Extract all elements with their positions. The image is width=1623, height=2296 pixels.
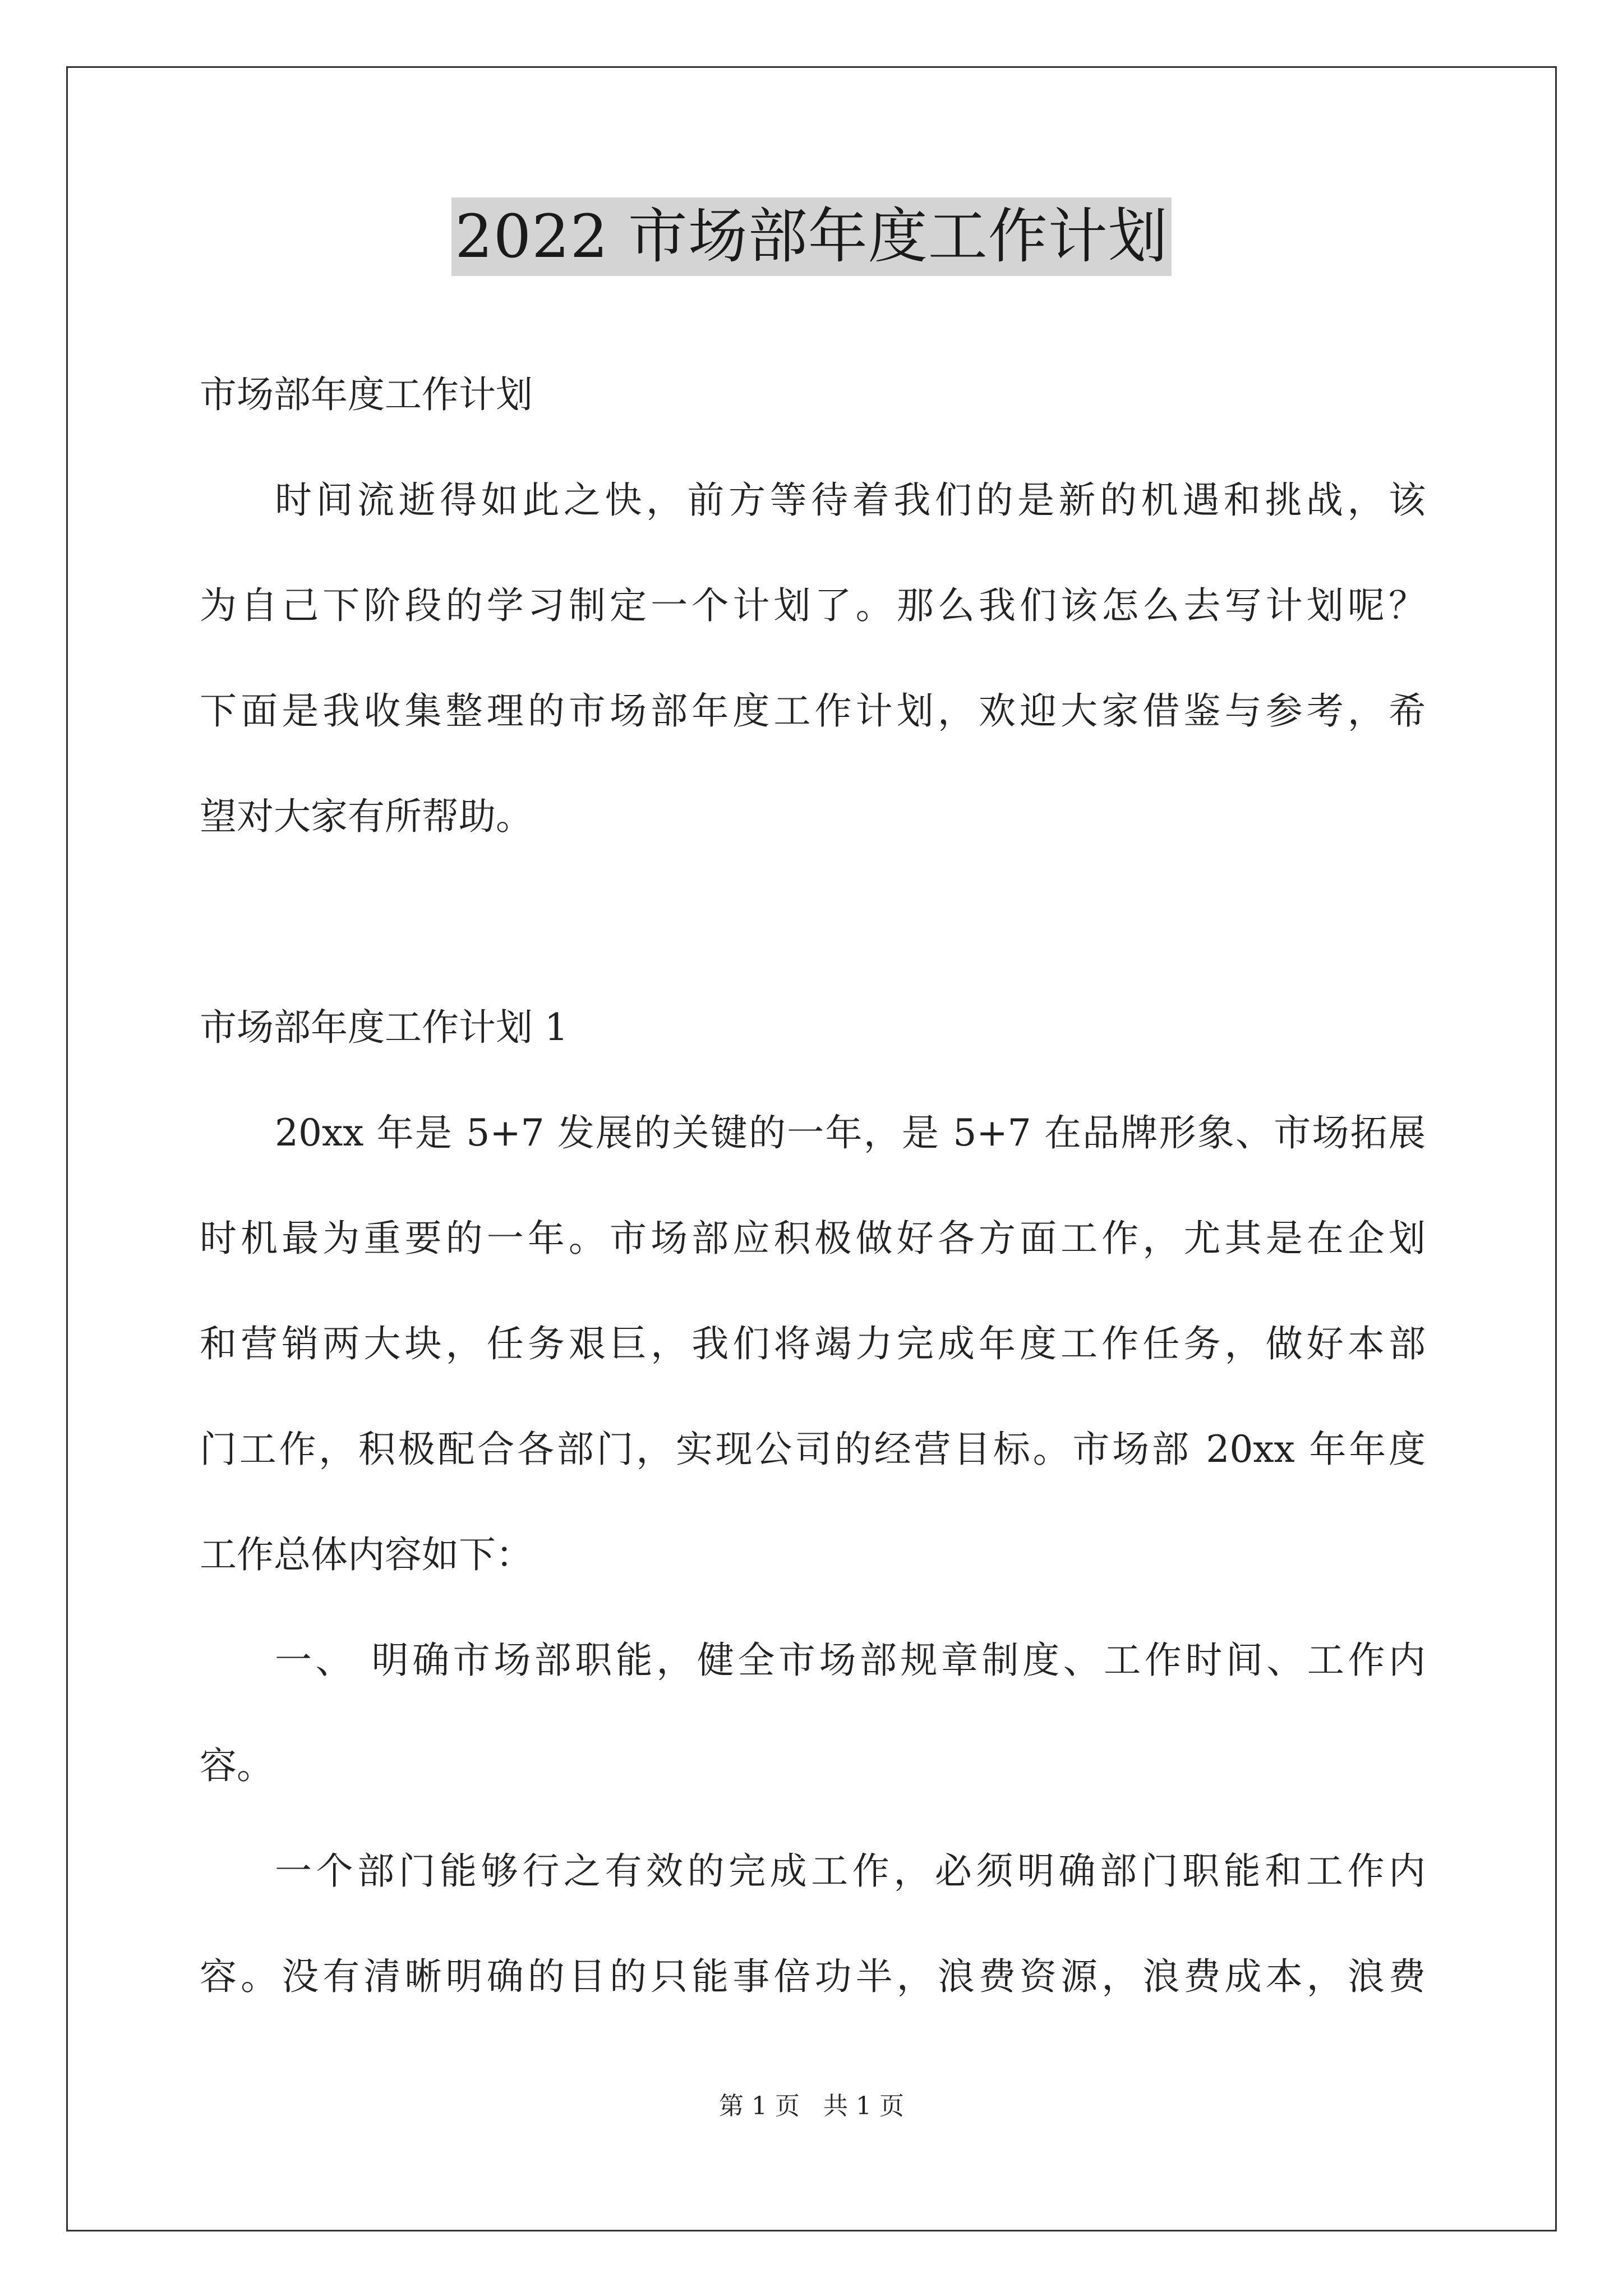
document-body	[200, 342, 1426, 2030]
list-item-heading: 一、 明确市场部职能，健全市场部规章制度、工作时间、工作内	[275, 1639, 1426, 1682]
paragraph-line: 容。	[200, 1744, 274, 1787]
page-number: 第 1 页	[719, 2092, 800, 2120]
paragraph-line: 时机最为重要的一年。市场部应积极做好各方面工作，尤其是在企划	[200, 1217, 1426, 1260]
paragraph-line: 下面是我收集整理的市场部年度工作计划，欢迎大家借鉴与参考，希	[200, 689, 1426, 733]
section-heading: 市场部年度工作计划 1	[200, 1006, 568, 1049]
document-title: 2022 市场部年度工作计划	[451, 197, 1171, 276]
section-heading: 市场部年度工作计划	[200, 373, 533, 416]
title-container	[0, 197, 1623, 276]
paragraph-line: 和营销两大块，任务艰巨，我们将竭力完成年度工作任务，做好本部	[200, 1322, 1426, 1365]
paragraph-line: 工作总体内容如下：	[200, 1533, 533, 1576]
page-footer	[0, 2090, 1623, 2123]
paragraph-line: 门工作，积极配合各部门，实现公司的经营目标。市场部 20xx 年年度	[200, 1428, 1426, 1471]
page-total: 共 1 页	[823, 2092, 904, 2120]
paragraph-line: 为自己下阶段的学习制定一个计划了。那么我们该怎么去写计划呢？	[200, 584, 1426, 627]
paragraph-line: 时间流逝得如此之快，前方等待着我们的是新的机遇和挑战，该	[275, 478, 1426, 522]
paragraph-line: 一个部门能够行之有效的完成工作，必须明确部门职能和工作内	[275, 1849, 1426, 1893]
paragraph-line: 望对大家有所帮助。	[200, 795, 533, 838]
paragraph-line: 20xx 年是 5+7 发展的关键的一年，是 5+7 在品牌形象、市场拓展	[275, 1111, 1426, 1154]
blank-line	[200, 869, 1426, 975]
paragraph-line: 容。没有清晰明确的目的只能事倍功半，浪费资源，浪费成本，浪费	[200, 1955, 1426, 1998]
